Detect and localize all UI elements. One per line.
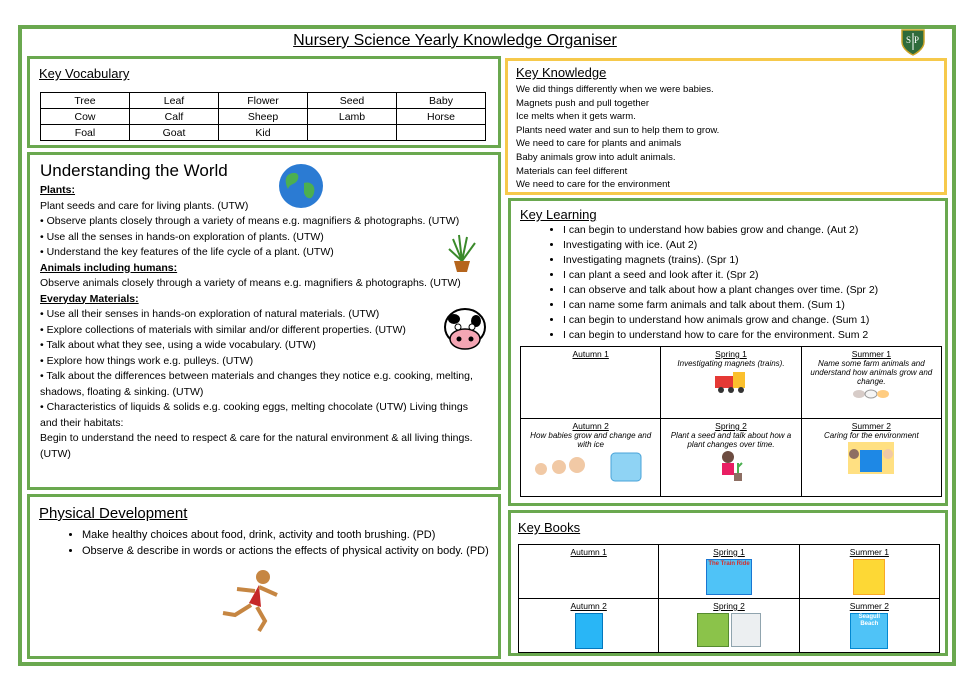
train-icon	[713, 370, 749, 394]
vocab-cell: Tree	[41, 93, 130, 109]
books-panel	[508, 510, 948, 656]
list-item: Plant seeds and care for living plants. (UTW)	[40, 199, 249, 212]
book-cell	[659, 599, 799, 653]
physical-heading: Physical Development	[39, 505, 188, 522]
term-text: Plant a seed and talk about how a plant changes over time.	[670, 431, 792, 449]
svg-text:P: P	[914, 35, 920, 45]
list-item: • Use all the senses in hands-on exploration of plants. (UTW)	[40, 230, 324, 243]
vocab-cell: Flower	[219, 93, 308, 109]
list-item: Ice melts when it gets warm.	[516, 111, 636, 123]
table-row	[519, 545, 940, 599]
table-row	[41, 109, 486, 125]
vocab-cell: Foal	[41, 125, 130, 141]
plants-heading: Plants:	[40, 184, 76, 196]
materials-heading: Everyday Materials:	[40, 292, 139, 305]
cow-icon	[440, 305, 490, 357]
animals-heading: Animals including humans:	[40, 261, 178, 274]
list-item: We need to care for the environment	[516, 179, 671, 191]
list-item: • Characteristics of liquids & solids e.g. cooking eggs, melting chocolate (UTW) Living things and their habitats:	[40, 401, 468, 429]
list-item: Begin to understand the need to respect & care for the natural environment & all living things. (UTW)	[40, 432, 473, 460]
term-label: Autumn 1	[572, 349, 609, 359]
child-planting-icon	[716, 449, 746, 483]
book-cell	[519, 599, 659, 653]
list-item: • I can begin to understand how to care for the environment. Sum 2	[563, 328, 980, 343]
vocab-cell	[397, 125, 486, 141]
vocab-cell: Horse	[397, 109, 486, 125]
learning-grid	[520, 346, 942, 497]
book-cell	[659, 545, 799, 599]
vocab-cell: Cow	[41, 109, 130, 125]
vocab-cell: Goat	[130, 125, 219, 141]
book-cell	[799, 599, 939, 653]
list-item: • I can begin to understand how babies grow and change. (Aut 2)	[563, 223, 980, 238]
book-cover	[731, 613, 761, 647]
vocabulary-table	[40, 92, 486, 141]
book-cover	[706, 559, 752, 595]
term-label: Summer 2	[851, 421, 891, 431]
physical-list	[42, 527, 512, 559]
list-item: We did things differently when we were babies.	[516, 84, 714, 95]
list-item: • Observe & describe in words or actions the effects of physical activity on body. (PD)	[82, 543, 512, 559]
utw-content	[40, 183, 473, 462]
term-cell	[801, 347, 941, 419]
vocab-cell	[308, 125, 397, 141]
term-label: Autumn 2	[572, 421, 609, 431]
term-text: Investigating magnets (trains).	[677, 359, 785, 368]
list-item: We need to care for plants and animals	[516, 138, 682, 150]
list-item: • I can begin to understand how animals grow and change. (Sum 1)	[563, 313, 980, 328]
term-label: Summer 1	[851, 349, 891, 359]
page-title: Nursery Science Yearly Knowledge Organiser	[293, 32, 617, 49]
term-label: Autumn 1	[570, 547, 607, 557]
vocabulary-heading: Key Vocabulary	[39, 66, 130, 81]
vocab-cell: Kid	[219, 125, 308, 141]
learning-panel	[508, 198, 948, 506]
list-item: Materials can feel different	[516, 165, 628, 177]
list-item: Baby animals grow into adult animals.	[516, 151, 676, 163]
utw-heading: Understanding the World	[40, 161, 228, 180]
term-label: Spring 1	[715, 349, 747, 359]
school-crest-icon	[900, 28, 926, 56]
list-item: • Make healthy choices about food, drink, activity and tooth brushing. (PD)	[82, 527, 512, 543]
term-label: Summer 2	[849, 601, 889, 611]
term-cell	[521, 347, 661, 419]
book-cover	[853, 559, 885, 595]
list-item: Observe animals closely through a variety of means e.g. magnifiers & photographs. (UTW)	[40, 277, 461, 289]
physical-panel	[27, 494, 501, 659]
term-label: Spring 2	[713, 601, 745, 611]
vocab-cell: Baby	[397, 93, 486, 109]
farm-animals-icon	[851, 386, 891, 400]
books-heading: Key Books	[518, 520, 581, 535]
recycling-icon	[846, 440, 896, 476]
term-label: Autumn 2	[570, 601, 607, 611]
book-cover	[575, 613, 603, 649]
svg-text:S: S	[906, 35, 912, 45]
table-row	[521, 419, 942, 497]
book-cell	[799, 545, 939, 599]
list-item: • Talk about what they see, using a wide vocabulary. (UTW)	[40, 339, 316, 351]
list-item: • I can observe and talk about how a plant changes over time. (Spr 2)	[563, 283, 980, 298]
list-item: • Explore collections of materials with similar and/or different properties. (UTW)	[40, 323, 406, 336]
term-label: Spring 1	[713, 547, 745, 557]
book-cell	[519, 545, 659, 599]
table-row	[519, 599, 940, 653]
plant-icon	[445, 233, 479, 273]
table-row	[521, 347, 942, 419]
book-cover	[697, 613, 729, 647]
vocab-cell: Leaf	[130, 93, 219, 109]
list-item: • I can plant a seed and look after it. (Spr 2)	[563, 268, 980, 283]
term-label: Spring 2	[715, 421, 747, 431]
knowledge-heading: Key Knowledge	[516, 65, 607, 80]
book-cover-title: The Train Ride	[708, 561, 750, 567]
knowledge-panel	[505, 58, 947, 195]
vocab-cell: Sheep	[219, 109, 308, 125]
list-item: • Talk about the differences between materials and changes they notice e.g. cooking, melting, shadows, floating & sinking. (UTW)	[40, 370, 473, 398]
term-cell	[521, 419, 661, 497]
table-row	[41, 93, 486, 109]
vocabulary-panel	[27, 56, 501, 148]
book-cover	[850, 613, 888, 649]
understanding-world-panel	[27, 152, 501, 490]
knowledge-list	[516, 83, 936, 192]
list-item: • Investigating with ice. (Aut 2)	[563, 238, 980, 253]
learning-heading: Key Learning	[520, 207, 597, 222]
list-item: • Explore how things work e.g. pulleys. (UTW)	[40, 354, 254, 367]
term-text: Caring for the environment	[823, 431, 919, 440]
list-item: Plants need water and sun to help them to grow.	[516, 124, 720, 136]
table-row	[41, 125, 486, 141]
term-label: Summer 1	[849, 547, 889, 557]
book-cover-title: Seagull Beach	[858, 614, 880, 627]
term-cell	[801, 419, 941, 497]
list-item: • Investigating magnets (trains). (Spr 1)	[563, 253, 980, 268]
globe-icon	[278, 163, 324, 209]
books-grid	[518, 544, 940, 653]
vocab-cell: Seed	[308, 93, 397, 109]
learning-list	[523, 223, 980, 343]
list-item: Magnets push and pull together	[516, 97, 650, 109]
babies-ice-icon	[531, 449, 651, 483]
list-item: • Understand the key features of the life cycle of a plant. (UTW)	[40, 246, 334, 258]
term-cell	[661, 419, 801, 497]
runner-icon	[215, 569, 295, 635]
vocab-cell: Lamb	[308, 109, 397, 125]
term-text: Name some farm animals and understand how animals grow and change.	[810, 359, 933, 386]
vocab-cell: Calf	[130, 109, 219, 125]
term-text: How babies grow and change and with ice	[530, 431, 652, 449]
list-item: • I can name some farm animals and talk about them. (Sum 1)	[563, 298, 980, 313]
list-item: • Use all their senses in hands-on exploration of natural materials. (UTW)	[40, 308, 380, 320]
list-item: • Observe plants closely through a variety of means e.g. magnifiers & photographs. (UTW)	[40, 215, 460, 227]
term-cell	[661, 347, 801, 419]
